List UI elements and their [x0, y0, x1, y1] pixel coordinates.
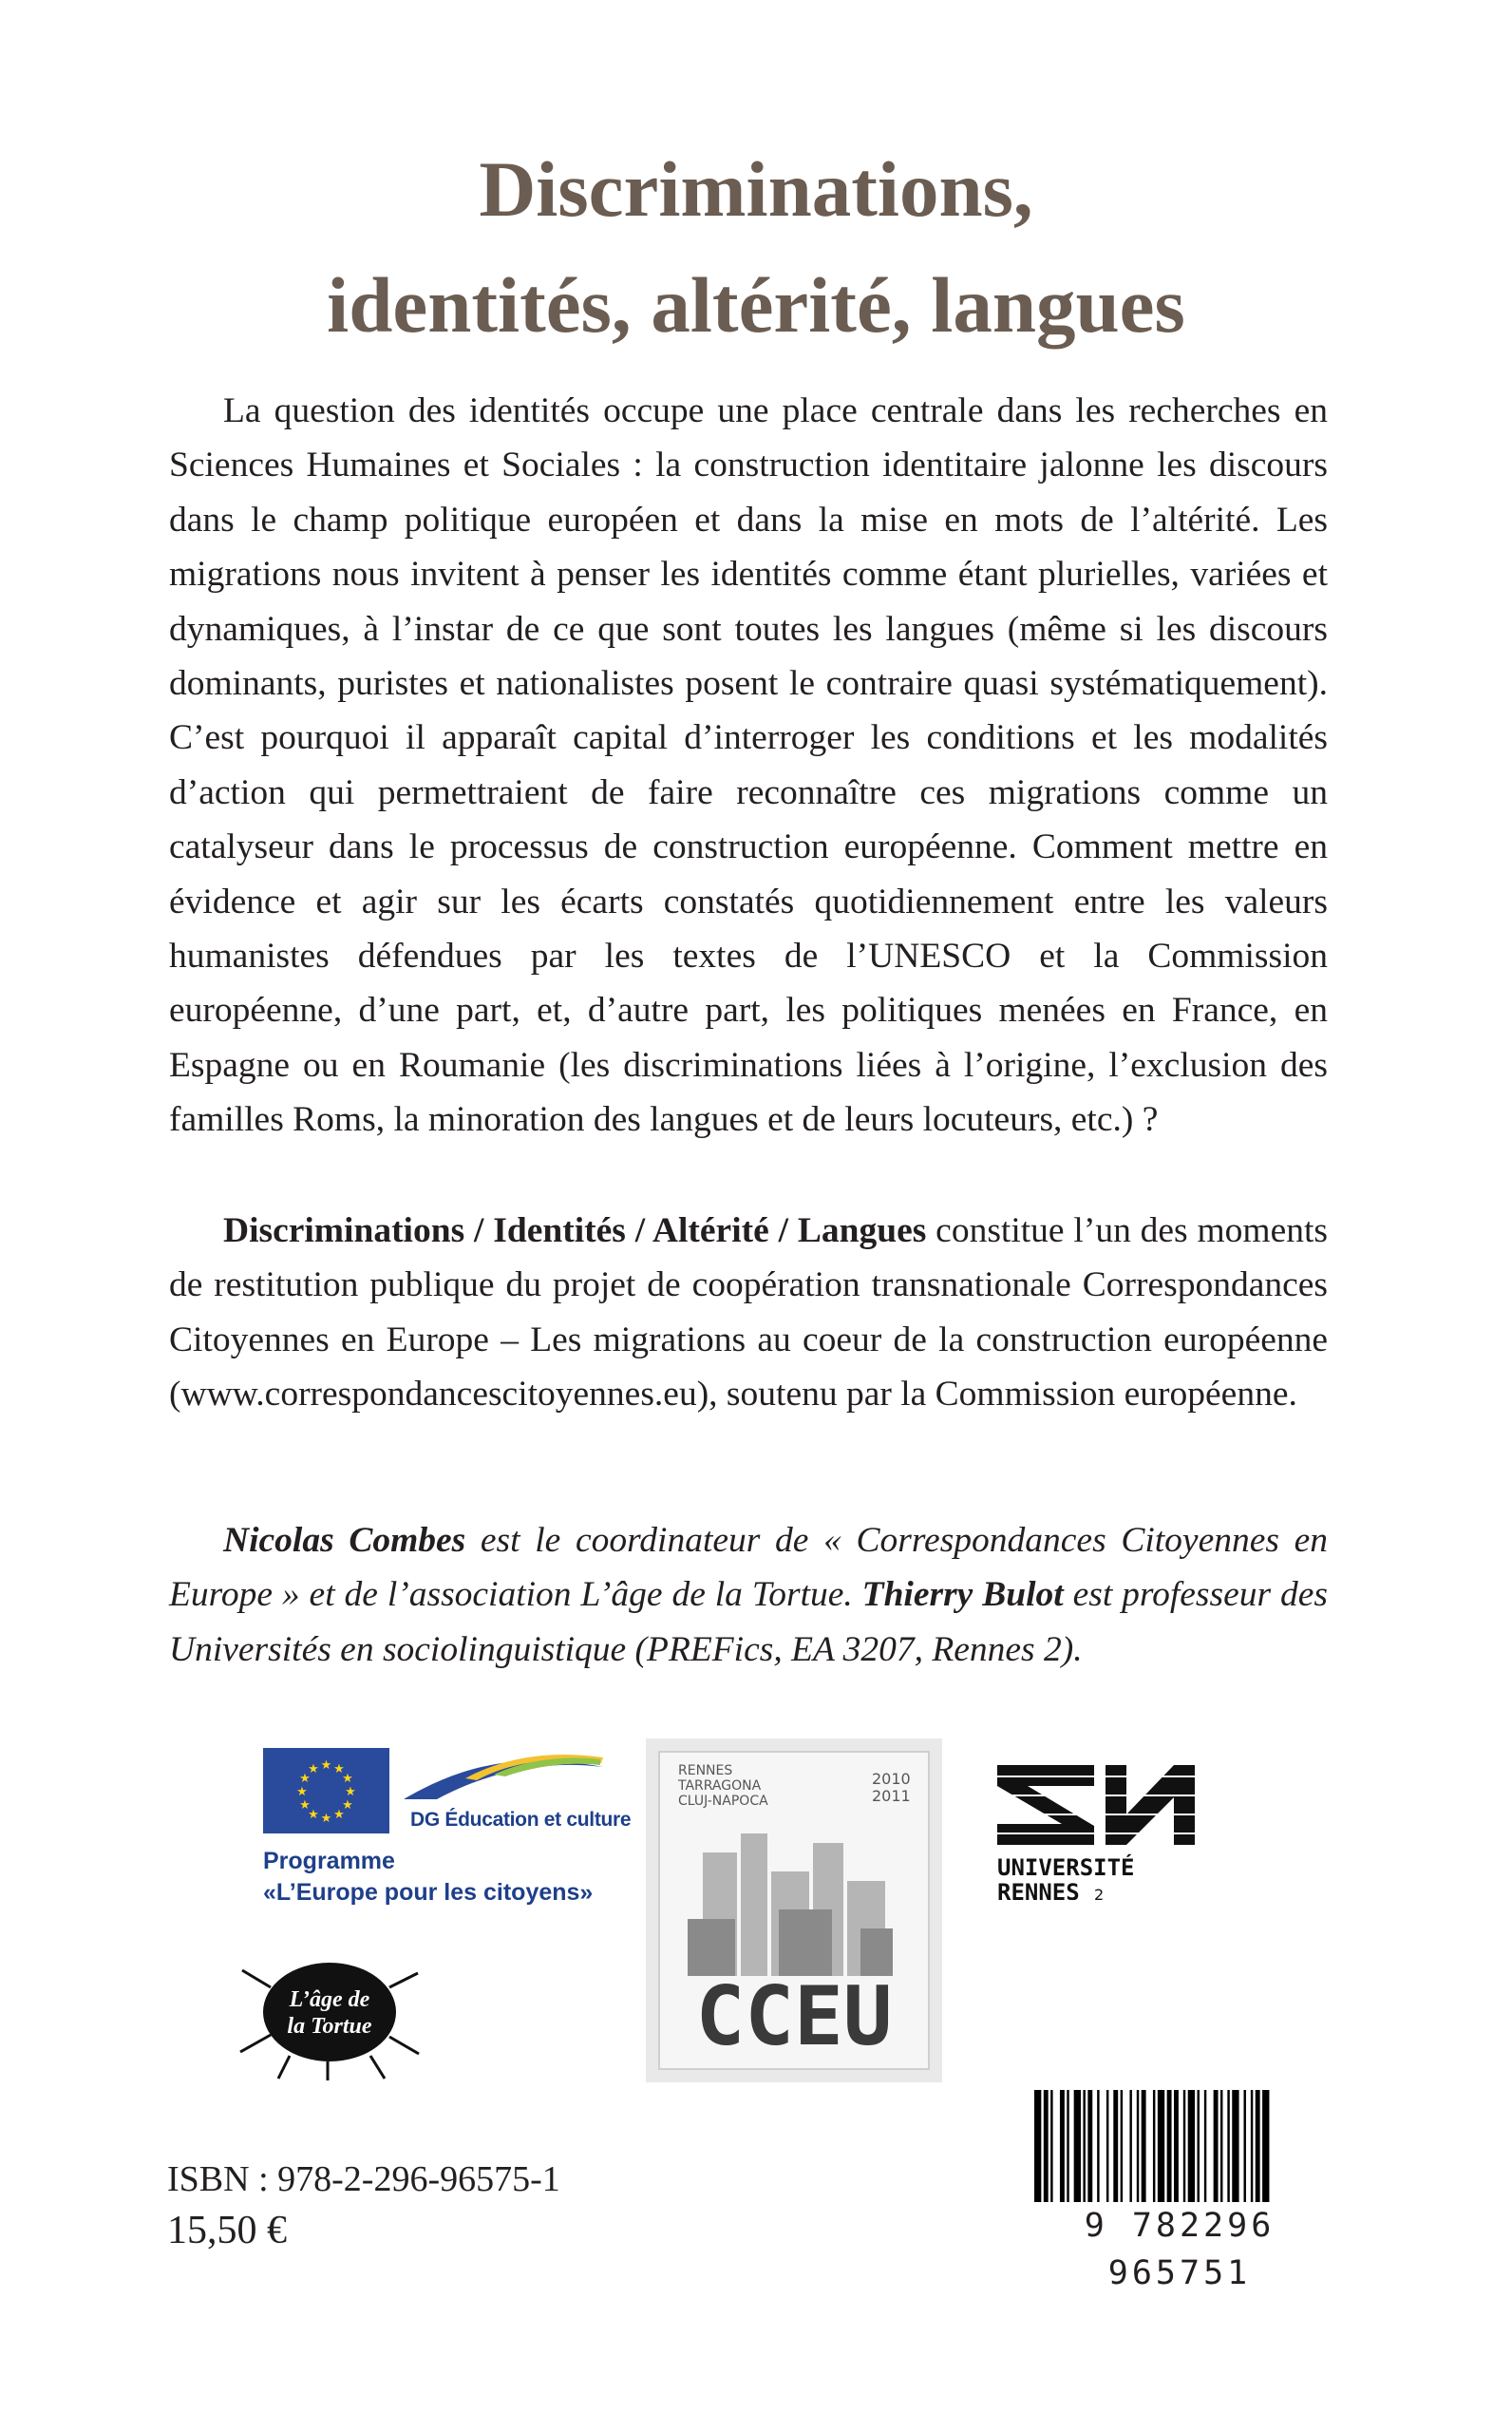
title-line-2: identités, altérité, langues	[327, 261, 1185, 349]
svg-text:★: ★	[308, 1762, 319, 1776]
svg-text:★: ★	[299, 1772, 311, 1786]
university-label: UNIVERSITÉ	[997, 1854, 1135, 1881]
stamp-year-2: 2011	[872, 1787, 911, 1805]
price: 15,50 €	[167, 2209, 287, 2252]
tortue-line-2: la Tortue	[287, 2014, 372, 2039]
tortue-line-1: L’âge de	[289, 1987, 370, 2012]
stamp-city-2: TARRAGONA	[678, 1778, 762, 1794]
dg-education-label: DG Éducation et culture	[410, 1809, 632, 1831]
author-2-bio: est professeur des Universités en sociolinguistique (PREFics, EA 3207, Rennes 2).	[169, 1575, 1328, 1669]
isbn: ISBN : 978-2-296-96575-1	[167, 2159, 560, 2199]
author-1-name: Nicolas Combes	[223, 1521, 466, 1560]
cceu-stamp-logo	[646, 1738, 942, 2082]
eu-flag-icon	[263, 1748, 389, 1833]
svg-text:★: ★	[296, 1785, 308, 1799]
svg-text:★: ★	[345, 1785, 356, 1799]
svg-text:★: ★	[342, 1772, 353, 1786]
university-suffix: 2	[1094, 1886, 1105, 1900]
project-description: constitue l’un des moments de restitution publique du projet de coopération transnationale Correspondances Citoyennes en Europe – Les migrations au coeur de la construction européenne (www.correspondancescitoyennes.eu), soutenu par la Commission européenne.	[169, 1211, 1328, 1415]
university-city: RENNES	[997, 1879, 1080, 1900]
project-paragraph	[169, 1204, 1328, 1422]
program-label: Programme	[263, 1848, 395, 1874]
author-2-name: Thierry Bulot	[861, 1575, 1064, 1615]
svg-text:★: ★	[320, 1812, 332, 1826]
stamp-year-1: 2010	[872, 1770, 911, 1788]
author-1-bio: est le coordinateur de « Correspondances Citoyennes en Europe » et de l’association L’âge de la Tortue.	[169, 1521, 1329, 1615]
svg-text:★: ★	[342, 1798, 353, 1813]
program-name: «L’Europe pour les citoyens»	[263, 1879, 594, 1906]
stamp-city-1: RENNES	[678, 1763, 733, 1778]
svg-text:★: ★	[308, 1808, 319, 1822]
universite-rennes-2-logo	[988, 1757, 1206, 1900]
intro-paragraph: La question des identités occupe une place centrale dans les recherches en Sciences Humaines et Sociales : la construction identitaire jalonne les discours dans le champ politique européen et dans la mise en mots de l’altérité. Les migrations nous invitent à penser les identités comme étant plurielles, variées et dynamiques, à l’instar de ce que sont toutes les langues (même si les discours dominants, puristes et nationalistes posent le contraire quasi systématiquement). C’est pourquoi il apparaît capital d’interroger les conditions et les modalités d’action qui permettraient de faire reconnaître ces migrations comme un catalyseur dans le processus de construction européenne. Comment mettre en évidence et agir sur les écarts constatés quotidiennement entre les valeurs humanistes défendues par les textes de l’UNESCO et la Commission européenne, d’une part, et, d’autre part, les politiques menées en France, en Espagne ou en Roumanie (les discriminations liées à l’origine, l’exclusion des familles Roms, la minoration des langues et de leurs locuteurs, etc.) ?	[169, 391, 1328, 1140]
svg-text:★: ★	[333, 1762, 345, 1776]
stamp-city-3: CLUJ-NAPOCA	[678, 1794, 768, 1809]
book-title	[0, 131, 1512, 363]
dg-education-swoosh-icon	[399, 1740, 608, 1807]
project-title-bold: Discriminations / Identités / Altérité / Langues	[223, 1211, 927, 1250]
barcode-number: 9 782296 965751	[1032, 2202, 1327, 2297]
authors-paragraph	[169, 1513, 1328, 1677]
svg-text:★: ★	[299, 1798, 311, 1813]
title-line-1: Discriminations,	[479, 145, 1033, 233]
age-de-la-tortue-logo	[233, 1949, 427, 2082]
svg-text:★: ★	[320, 1758, 332, 1773]
svg-text:★: ★	[333, 1808, 345, 1822]
stamp-acronym: CCEU	[695, 1969, 893, 2064]
